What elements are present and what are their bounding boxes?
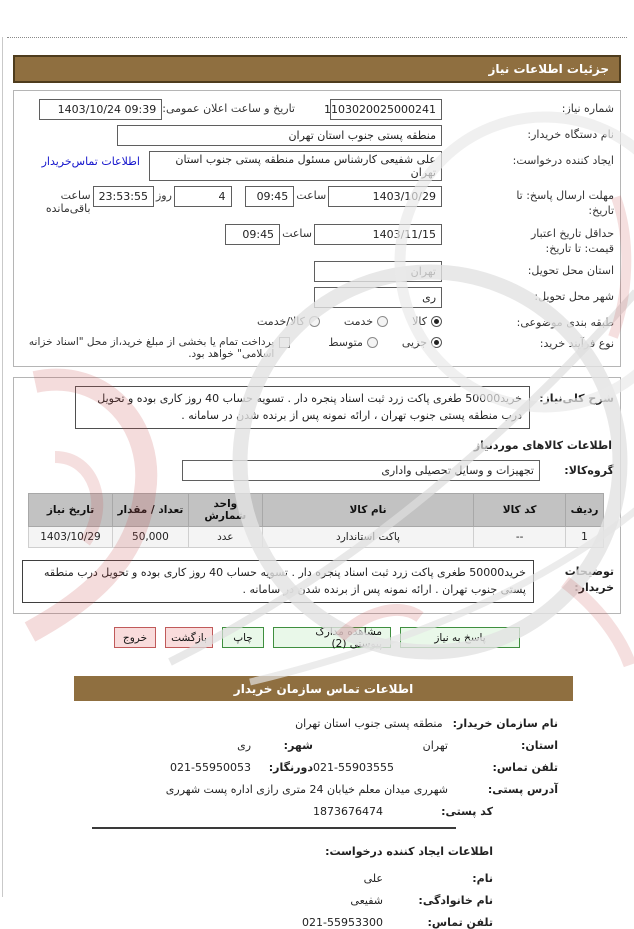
- section-header-need-details: [13, 55, 621, 83]
- goods-table-header-row: [29, 494, 604, 527]
- city-value: ری: [237, 739, 251, 753]
- exit-button[interactable]: خروج: [114, 627, 156, 648]
- reply-deadline-date-field[interactable]: 1403/10/29: [328, 186, 442, 207]
- remaining-time-label: ساعت باقی‌مانده: [45, 189, 91, 215]
- classification-radio-goods-service[interactable]: [309, 316, 320, 327]
- action-buttons: [0, 627, 634, 648]
- creator-phone-row: [0, 916, 493, 929]
- province-label: استان:: [521, 739, 558, 753]
- print-button[interactable]: چاپ: [222, 627, 264, 648]
- request-creator-field[interactable]: علی شفیعی کارشناس مسئول منطقه پستی جنوب استان تهران: [149, 151, 442, 181]
- classification-row: [20, 313, 614, 331]
- city-label: شهر:: [283, 739, 313, 753]
- postal-address-row: [0, 783, 558, 796]
- goods-group-label: گروه‌کالا:: [564, 464, 614, 478]
- price-validity-label: حداقل تاریخ اعتبار قیمت: تا تاریخ:: [530, 226, 614, 255]
- fax-value: 021-55950053: [170, 761, 251, 775]
- price-validity-row: [20, 224, 614, 257]
- classification-option-service-label: خدمت: [343, 315, 374, 329]
- process-type-label: نوع فرآیند خرید:: [539, 337, 614, 351]
- postal-code-row: [0, 805, 493, 818]
- section-divider-line: [92, 827, 456, 829]
- col-header-item-code: کد کالا: [474, 494, 566, 527]
- delivery-province-field[interactable]: تهران: [314, 261, 442, 282]
- cell-item-code: --: [474, 527, 566, 548]
- buyer-notes-row: [20, 560, 614, 603]
- dotted-divider: [7, 37, 627, 38]
- need-description-row: [20, 386, 614, 429]
- goods-table-row: [29, 527, 604, 548]
- treasury-docs-checkbox[interactable]: [279, 337, 290, 348]
- need-description-panel: [13, 377, 621, 614]
- delivery-city-row: [20, 287, 614, 308]
- price-validity-hour-label: ساعت: [282, 226, 312, 240]
- need-details-page: [0, 37, 634, 929]
- col-header-unit: واحد شمارش: [188, 494, 262, 527]
- buyer-org-field[interactable]: منطقه پستی جنوب استان تهران: [117, 125, 442, 146]
- creator-phone-label: تلفن تماس:: [427, 916, 493, 929]
- cell-item-name: پاکت استاندارد: [262, 527, 473, 548]
- buyer-org-label: نام دستگاه خریدار:: [527, 128, 614, 141]
- reply-deadline-row: [20, 186, 614, 219]
- buyer-contact-link[interactable]: اطلاعات تماس‌خریدار: [41, 155, 140, 168]
- cell-row-number: 1: [566, 527, 604, 548]
- goods-group-row: [20, 460, 614, 481]
- cell-unit: عدد: [188, 527, 262, 548]
- creator-last-name-label: نام خانوادگی:: [418, 894, 493, 908]
- province-value: تهران: [422, 739, 448, 753]
- need-description-label: شرح کلی‌نیاز:: [539, 392, 614, 406]
- view-attachments-button[interactable]: مشاهده مدارک پیوستی (2): [273, 627, 391, 648]
- section-header-need-details-label: جزئیات اطلاعات نیاز: [488, 62, 609, 76]
- org-name-label: نام سازمان خریدار:: [452, 717, 558, 731]
- announce-datetime-field[interactable]: 1403/10/24 09:39: [39, 99, 162, 120]
- postal-address-value: شهرری میدان معلم خیابان 24 متری رازی اداره پست شهرری: [165, 783, 448, 797]
- org-name-value: منطقه پستی جنوب استان تهران: [295, 717, 443, 731]
- creator-first-name-row: [0, 872, 493, 885]
- process-type-radio-minor[interactable]: [431, 337, 442, 348]
- creator-first-name-label: نام:: [472, 872, 493, 886]
- buyer-notes-label: توضیحات خریدار:: [564, 565, 614, 594]
- creator-phone-value: 021-55953300: [302, 916, 383, 929]
- reply-deadline-days-label: روز: [155, 189, 172, 202]
- process-type-option-medium-label: متوسط: [328, 336, 363, 350]
- process-type-radio-medium[interactable]: [367, 337, 378, 348]
- postal-code-value: 1873676474: [313, 805, 383, 819]
- cell-need-date: 1403/10/29: [29, 527, 113, 548]
- delivery-province-label: استان محل تحویل:: [527, 264, 614, 278]
- creator-first-name-value: علی: [363, 872, 383, 886]
- cell-quantity: 50,000: [112, 527, 188, 548]
- province-city-row: [0, 739, 558, 752]
- goods-table: [28, 493, 604, 548]
- need-number-label: شماره نیاز:: [561, 102, 614, 115]
- creator-last-name-value: شفیعی: [350, 894, 383, 908]
- creator-last-name-row: [0, 894, 493, 907]
- classification-radio-goods[interactable]: [431, 316, 442, 327]
- contact-phone-value: 021-55903555: [313, 761, 394, 775]
- contact-phone-label: تلفن تماس:: [492, 761, 558, 775]
- org-name-row: [0, 717, 558, 730]
- classification-radio-service[interactable]: [377, 316, 388, 327]
- section-header-buyer-contact: [74, 676, 573, 701]
- fax-label: دورنگار:: [268, 761, 313, 775]
- postal-code-label: کد پستی:: [441, 805, 493, 819]
- remaining-time-field[interactable]: 23:53:55: [93, 186, 154, 207]
- process-type-row: [20, 334, 614, 360]
- col-header-need-date: تاریخ نیاز: [29, 494, 113, 527]
- treasury-docs-checkbox-label: پرداخت تمام یا بخشی از مبلغ خرید،از محل "اسناد خزانه اسلامی" خواهد بود.: [28, 336, 275, 361]
- reply-deadline-hour-label: ساعت: [296, 189, 327, 202]
- back-button[interactable]: بازگشت: [165, 627, 213, 648]
- goods-section-heading: اطلاعات کالاهای موردنیاز: [473, 439, 612, 453]
- buyer-notes-box: خرید50000 طغری پاکت زرد ثبت اسناد پنجره دار . تسویه حساب 40 روز کاری بوده و تحویل درب منطقه پستی جنوب تهران . ارائه نمونه پس از برنده شدن در سامانه .: [22, 560, 534, 603]
- delivery-city-field[interactable]: ری: [314, 287, 442, 308]
- need-description-box: خرید50000 طغری پاکت زرد ثبت اسناد پنجره دار . تسویه حساب 40 روز کاری بوده و تحویل درب منطقه پستی جنوب تهران ، ارائه نمونه پس از برنده شدن در سامانه .: [75, 386, 530, 429]
- col-header-item-name: نام کالا: [262, 494, 473, 527]
- process-type-option-minor-label: جزیی: [401, 336, 427, 350]
- delivery-city-label: شهر محل تحویل:: [534, 290, 614, 304]
- classification-option-goods-label: کالا: [412, 315, 427, 329]
- goods-group-field[interactable]: تجهیزات و وسایل تحصیلی واداری: [182, 460, 540, 481]
- need-number-row: [20, 99, 614, 120]
- announce-datetime-label: تاریخ و ساعت اعلان عمومی:: [162, 102, 295, 115]
- postal-address-label: آدرس پستی:: [487, 783, 558, 797]
- buyer-contact-section: [0, 717, 634, 929]
- section-header-buyer-contact-label: اطلاعات تماس سازمان خریدار: [233, 681, 414, 696]
- reply-deadline-hour-field[interactable]: 09:45: [245, 186, 295, 207]
- creator-info-heading: اطلاعات ایجاد کننده درخواست:: [325, 845, 493, 859]
- col-header-row-number: ردیف: [566, 494, 604, 527]
- request-creator-row: [20, 151, 614, 181]
- classification-option-goods-service-label: کالا/خدمت: [257, 315, 305, 329]
- buyer-org-row: [20, 125, 614, 146]
- delivery-province-row: [20, 261, 614, 282]
- request-creator-label: ایجاد کننده درخواست:: [512, 154, 614, 167]
- reply-to-need-button[interactable]: پاسخ به نیاز: [400, 627, 520, 648]
- reply-deadline-days-field[interactable]: 4: [174, 186, 232, 207]
- classification-label: طبقه بندی موضوعی:: [516, 316, 614, 330]
- col-header-quantity: تعداد / مقدار: [112, 494, 188, 527]
- price-validity-hour-field[interactable]: 09:45: [225, 224, 280, 245]
- need-number-field[interactable]: 1103020025000241: [330, 99, 442, 120]
- price-validity-date-field[interactable]: 1403/11/15: [314, 224, 442, 245]
- reply-deadline-label: مهلت ارسال پاسخ: تا تاریخ:: [516, 189, 614, 217]
- need-info-panel: [13, 90, 621, 367]
- phone-fax-row: [0, 761, 558, 774]
